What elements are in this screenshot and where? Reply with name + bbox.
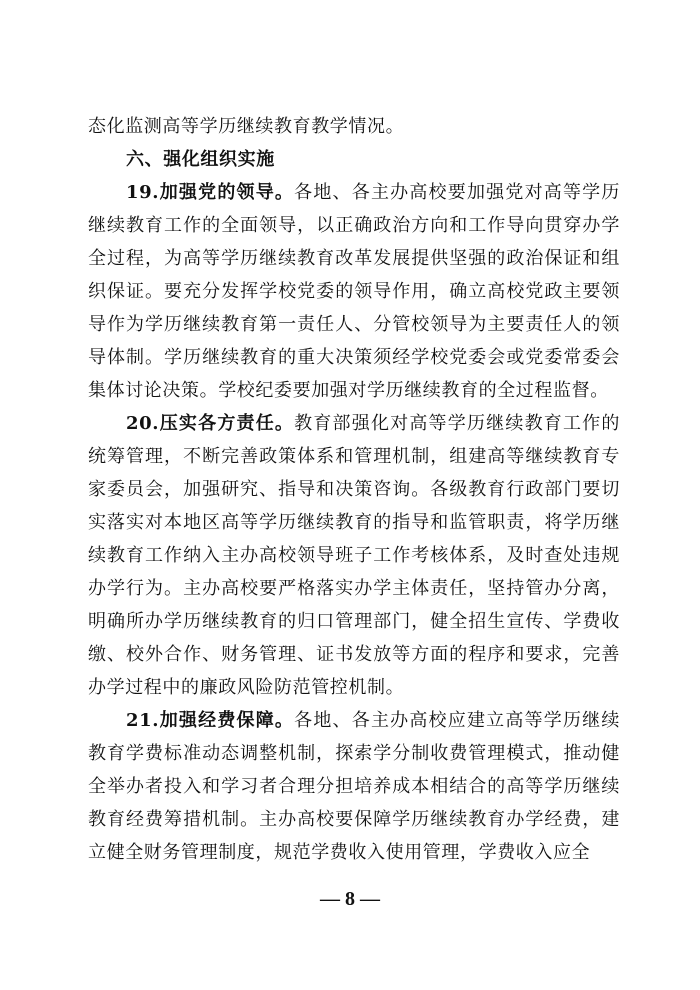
item-21-lead: 21.加强经费保障。 [126, 710, 295, 731]
continuation-paragraph [88, 110, 620, 143]
document-body [88, 110, 620, 869]
item-19-paragraph [88, 176, 620, 407]
item-20-text: 教育部强化对高等学历继续教育工作的统筹管理，不断完善政策体系和管理机制，组建高等继续教育专家委员会，加强研究、指导和决策咨询。各级教育行政部门要切实落实对本地区高等学历继续教育的指导和监管职责，将学历继续教育工作纳入主办高校领导班子工作考核体系，及时查处违规办学行为。主办高校要严格落实办学主体责任，坚持管办分离，明确所办学历继续教育的归口管理部门，健全招生宣传、学费收缴、校外合作、财务管理、证书发放等方面的程序和要求，完善办学过程中的廉政风险防范管控机制。 [88, 413, 620, 698]
section-heading [88, 143, 620, 176]
item-19-lead: 19.加强党的领导。 [126, 182, 295, 203]
item-21-text: 各地、各主办高校应建立高等学历继续教育学费标准动态调整机制，探索学分制收费管理模式，推动健全举办者投入和学习者合理分担培养成本相结合的高等学历继续教育经费筹措机制。主办高校要保障学历继续教育办学经费，建立健全财务管理制度，规范学费收入使用管理，学费收入应全 [88, 710, 620, 863]
section-heading-text: 六、强化组织实施 [126, 149, 275, 170]
item-20-paragraph [88, 407, 620, 704]
page-number: — 8 — [320, 888, 380, 910]
item-19-text: 各地、各主办高校要加强党对高等学历继续教育工作的全面领导，以正确政治方向和工作导向贯穿办学全过程，为高等学历继续教育改革发展提供坚强的政治保证和组织保证。要充分发挥学校党委的领导作用，确立高校党政主要领导作为学历继续教育第一责任人、分管校领导为主要责任人的领导体制。学历继续教育的重大决策须经学校党委会或党委常委会集体讨论决策。学校纪委要加强对学历继续教育的全过程监督。 [88, 182, 620, 401]
item-20-lead: 20.压实各方责任。 [126, 413, 295, 434]
item-21-paragraph [88, 704, 620, 869]
paragraph-text: 态化监测高等学历继续教育教学情况。 [88, 116, 405, 137]
